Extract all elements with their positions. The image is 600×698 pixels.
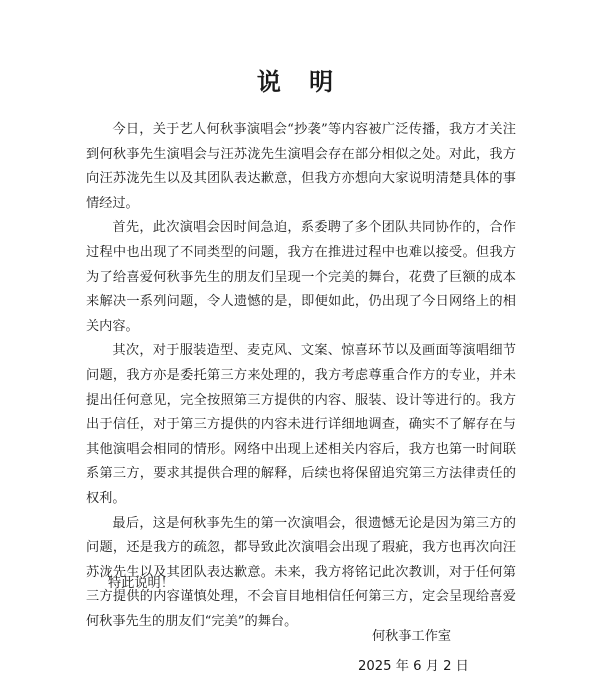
paragraph-intro: 今日，关于艺人何秋亊演唱会“抄袭”等内容被广泛传播，我方才关注到何秋亊先生演唱会与汪苏泷先生演唱会存在部分相似之处。对此，我方向汪苏泷先生以及其团队表达歉意，但我方亦想向大家说明清楚具体的事情经过。 <box>86 122 516 211</box>
document-body <box>86 118 516 634</box>
document-title: 说 明 <box>256 68 344 96</box>
paragraph-second: 其次，对于服装造型、麦克风、文案、惊喜环节以及画面等演唱细节问题，我方亦是委托第三方来处理的，我方考虑尊重合作方的专业，并未提出任何意见，完全按照第三方提供的内容、服装、设计等进行的。我方出于信任，对于第三方提供的内容未进行详细地调查，确实不了解存在与其他演唱会相同的情形。网络中出现上述相关内容后，我方也第一时间联系第三方，要求其提供合理的解释，后续也将保留追究第三方法律责任的权利。 <box>86 343 516 506</box>
closing-remark: 特此说明！ <box>108 576 174 591</box>
document-date: 2025 年 6 月 2 日 <box>358 659 469 674</box>
paragraph-last: 最后，这是何秋亊先生的第一次演唱会，很遗憾无论是因为第三方的问题，还是我方的疏忽，都导致此次演唱会出现了瑕疵，我方也再次向汪苏泷先生以及其团队表达歉意。未来，我方将铭记此次教训，对于任何第三方提供的内容谨慎处理，不会盲目地相信任何第三方，定会呈现给喜爱何秋亊先生的朋友们“完美”的舞台。 <box>86 515 516 629</box>
paragraph-first: 首先，此次演唱会因时间急迫，系委聘了多个团队共同协作的，合作过程中也出现了不同类型的问题，我方在推进过程中也难以接受。但我方为了给喜爱何秋亊先生的朋友们呈现一个完美的舞台，花费了巨额的成本来解决一系列问题，令人遗憾的是，即便如此，仍出现了今日网络上的相关内容。 <box>86 220 516 334</box>
signature: 何秋亊工作室 <box>372 629 452 644</box>
